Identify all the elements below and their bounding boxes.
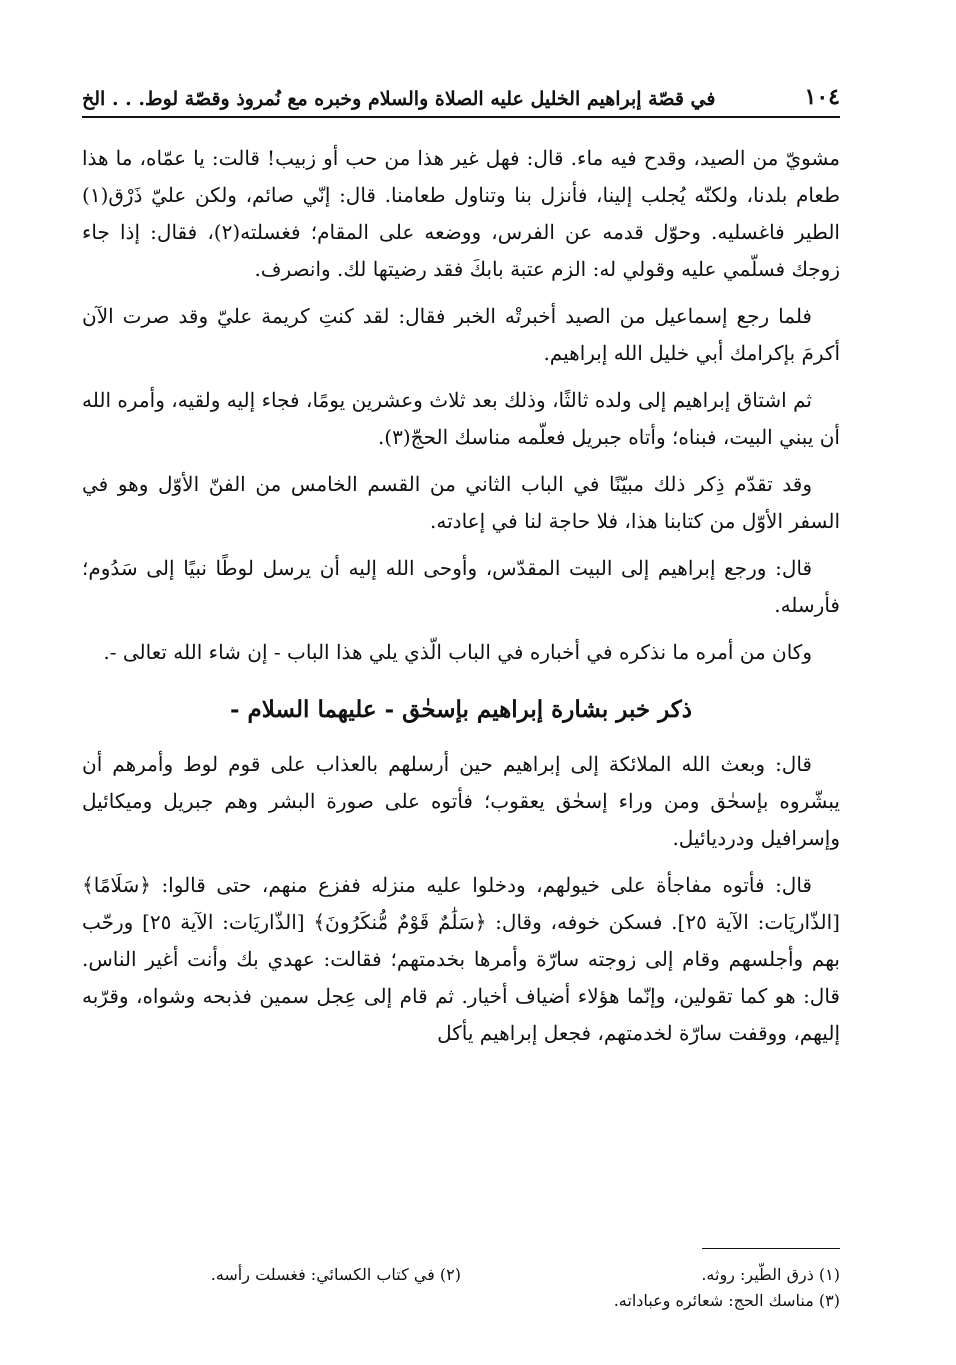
- footnote-1: (١) ذرق الطّير: روثه.: [701, 1265, 840, 1284]
- paragraph: ثم اشتاق إبراهيم إلى ولده ثالثًا، وذلك بعد ثلاث وعشرين يومًا، فجاء إليه ولقيه، وأمره الله أن يبني البيت، فبناه؛ وأتاه جبريل فعلّمه مناسك الحجّ(٣).: [82, 388, 840, 449]
- footnote-divider: [702, 1248, 840, 1249]
- page-number: ١٠٤: [804, 84, 840, 110]
- paragraph: مشويّ من الصيد، وقدح فيه ماء. قال: فهل غير هذا من حب أو زبيب! قالت: يا عمّاه، ما هذا طعام بلدنا، ولكنّه يُجلب إلينا، فأنزل بنا وتناول طعامنا. قال: إنّي صائم، ولكن عليّ ذَرْق(١) الطير فاغسليه. وحوّل قدمه عن الفرس، ووضعه على المقام؛ فغسلته(٢)، فقال: إذا جاء زوجك فسلّمي عليه وقولي له: الزم عتبة بابكَ فقد رضيتها لك. وانصرف.: [82, 146, 840, 281]
- paragraph: وقد تقدّم ذِكر ذلك مبيّنًا في الباب الثاني من القسم الخامس من الفنّ الأوّل وهو في السفر الأوّل من كتابنا هذا، فلا حاجة لنا في إعادته.: [82, 472, 840, 533]
- paragraph: قال: فأتوه مفاجأة على خيولهم، ودخلوا عليه منزله ففزع منهم، حتى قالوا: ﴿سَلَامًا﴾ [الذّاريَات: الآية ٢٥]. فسكن خوفه، وقال: ﴿سَلَٰمٌ قَوْمٌ مُّنكَرُونَ﴾ [الذّاريَات: الآية ٢٥] ورحّب بهم وأجلسهم وقام إلى زوجته سارّة وأمرها بخدمتهم؛ فقالت: عهدي بك وأنت أغير الناس. قال: هو كما تقولين، وإنّما هؤلاء أضياف أخيار. ثم قام إلى عِجل سمين فذبحه وشواه، وقرّبه إليهم، ووقفت سارّة لخدمتهم، فجعل إبراهيم يأكل: [82, 873, 840, 1045]
- paragraph: قال: وبعث الله الملائكة إلى إبراهيم حين أرسلهم بالعذاب على قوم لوط وأمرهم أن يبشّروه بإسحٰق ومن وراء إسحٰق يعقوب؛ فأتوه على صورة البشر وهم جبريل وميكائيل وإسرافيل ودرديائيل.: [82, 752, 840, 850]
- footnote-3: (٣) مناسك الحج: شعائره وعباداته.: [613, 1291, 840, 1310]
- paragraph: فلما رجع إسماعيل من الصيد أخبرتْه الخبر فقال: لقد كنتِ كريمة عليّ وقد صرت الآن أكرمَ بإكرامك أبي خليل الله إبراهيم.: [82, 304, 840, 365]
- footnotes: [82, 1262, 840, 1314]
- main-text: [82, 140, 840, 1062]
- paragraph: قال: ورجع إبراهيم إلى البيت المقدّس، وأوحى الله إليه أن يرسل لوطًا نبيًا إلى سَدُوم؛ فأرسله.: [82, 556, 840, 617]
- section-title: ذكر خبر بشارة إبراهيم بإسحٰق - عليهما السلام -: [230, 696, 692, 723]
- paragraph: وكان من أمره ما نذكره في أخباره في الباب الّذي يلي هذا الباب - إن شاء الله تعالى -.: [103, 640, 812, 664]
- footnote-2: (٢) في كتاب الكسائي: فغسلت رأسه.: [210, 1265, 461, 1284]
- page-header: [82, 82, 840, 118]
- running-title: في قصّة إبراهيم الخليل عليه الصلاة والسلام وخبره مع نُمروذ وقصّة لوط. . . الخ: [82, 88, 716, 110]
